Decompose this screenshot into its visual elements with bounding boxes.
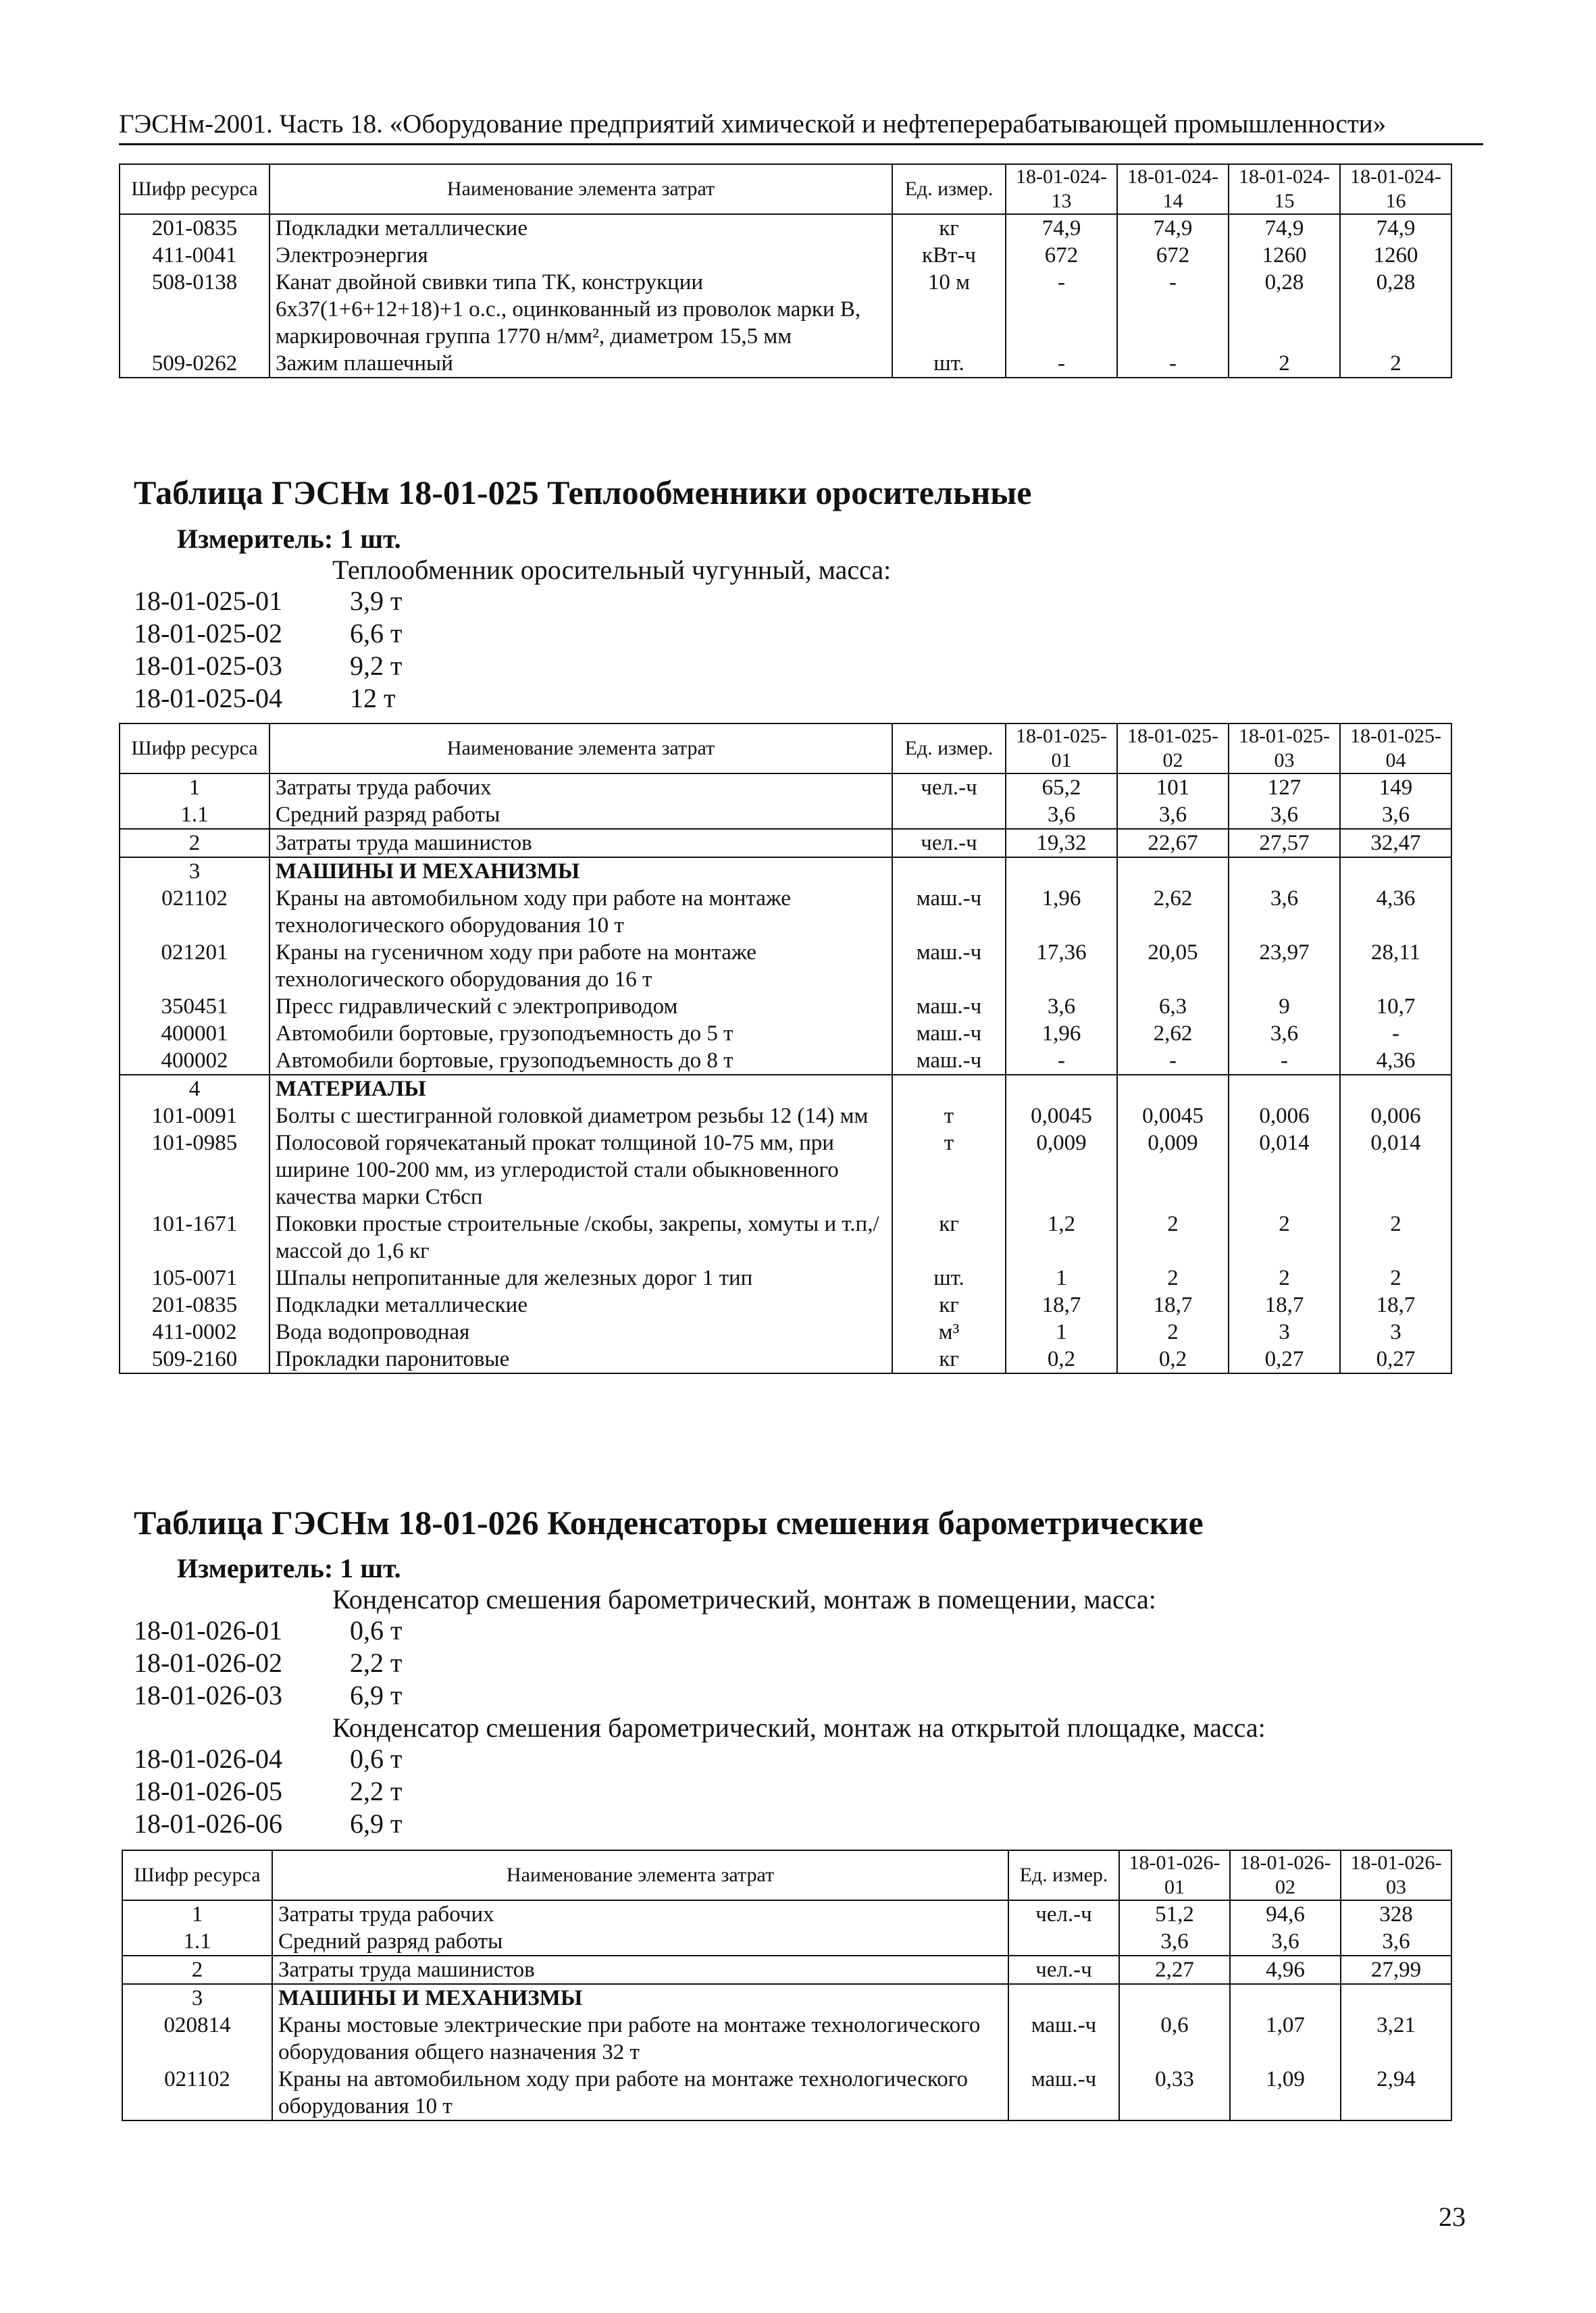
- norm-value: 3,6: [1229, 885, 1340, 939]
- unit: чел.-ч: [892, 829, 1006, 857]
- norm-value: 2,94: [1341, 2066, 1451, 2120]
- norm-value: 3,6: [1230, 1928, 1341, 1956]
- norm-value: 1: [1006, 1265, 1117, 1292]
- cost-element-name: Канат двойной свивки типа ТК, конструкции 6х37(1+6+12+18)+1 о.с., оцинкованный из проволок марки В, маркировочная группа 1770 н/мм², диаметром 15,5 мм: [269, 269, 892, 350]
- norm-value: 10,7: [1340, 993, 1451, 1020]
- norm-value: -: [1229, 1047, 1340, 1075]
- norm-value: 18,7: [1006, 1292, 1117, 1319]
- resource-code: 350451: [120, 993, 269, 1020]
- variant-code: 18-01-026-06: [134, 1808, 282, 1839]
- col-header-norm: 18-01-026-01: [1119, 1850, 1230, 1900]
- variant-line: [134, 1615, 607, 1647]
- norm-value: 0,006: [1229, 1102, 1340, 1129]
- col-header-norm: 18-01-025-03: [1229, 723, 1340, 773]
- norm-value: 1260: [1340, 242, 1451, 269]
- norm-value: 0,009: [1117, 1129, 1229, 1211]
- norm-value: [1006, 1075, 1117, 1102]
- norm-value: 20,05: [1117, 939, 1229, 993]
- resource-code: 021201: [120, 939, 269, 993]
- variant-line: [134, 585, 607, 617]
- description: Теплообменник оросительный чугунный, масса:: [332, 555, 892, 585]
- norm-value: 22,67: [1117, 829, 1229, 857]
- norm-value: 2: [1340, 1265, 1451, 1292]
- norm-value: 149: [1340, 773, 1451, 801]
- norm-value: 74,9: [1229, 214, 1340, 242]
- norm-value: 1,07: [1230, 2012, 1341, 2066]
- norm-value: 0,33: [1119, 2066, 1230, 2120]
- norm-value: -: [1117, 350, 1229, 378]
- unit: маш.-ч: [892, 1020, 1006, 1047]
- variant-code: 18-01-026-05: [134, 1776, 282, 1806]
- variant-list: [134, 585, 607, 715]
- norm-value: 2: [1340, 350, 1451, 378]
- norm-value: 0,27: [1340, 1346, 1451, 1373]
- cost-element-name: Полосовой горячекатаный прокат толщиной 10-75 мм, при ширине 100-200 мм, из углеродистой стали обыкновенного качества марки Ст6сп: [269, 1129, 892, 1211]
- norm-value: -: [1340, 1020, 1451, 1047]
- table-title: Таблица ГЭСНм 18-01-025 Теплообменники оросительные: [134, 474, 1032, 511]
- norm-value: 17,36: [1006, 939, 1117, 993]
- norm-value: 51,2: [1119, 1900, 1230, 1928]
- measure-label: Измеритель: 1 шт.: [177, 524, 401, 554]
- resource-code: 509-2160: [120, 1346, 269, 1373]
- variant-code: 18-01-025-02: [134, 618, 282, 649]
- table-row: [122, 2066, 1451, 2120]
- norm-value: 2: [1340, 1211, 1451, 1265]
- unit: маш.-ч: [892, 1047, 1006, 1075]
- cost-element-name: Краны на автомобильном ходу при работе на монтаже технологического оборудования 10 т: [272, 2066, 1008, 2120]
- resource-code: 2: [120, 829, 269, 857]
- cost-element-name: Электроэнергия: [269, 242, 892, 269]
- variant-mass: 6,9 т: [350, 1808, 403, 1839]
- norm-value: 1260: [1229, 242, 1340, 269]
- unit: маш.-ч: [892, 939, 1006, 993]
- cost-element-name: Затраты труда машинистов: [272, 1956, 1008, 1984]
- table-row: [120, 857, 1451, 885]
- norm-value: 3,6: [1119, 1928, 1230, 1956]
- table-row: [122, 1900, 1451, 1928]
- norm-value: 1,96: [1006, 885, 1117, 939]
- norm-value: 27,57: [1229, 829, 1340, 857]
- resource-code: 1.1: [120, 801, 269, 829]
- unit: чел.-ч: [1008, 1956, 1119, 1984]
- norm-value: 2: [1117, 1265, 1229, 1292]
- cost-element-name: Затраты труда рабочих: [272, 1900, 1008, 1928]
- col-header-norm: 18-01-025-04: [1340, 723, 1451, 773]
- variant-line: [134, 1775, 607, 1808]
- col-header-code: Шифр ресурса: [122, 1850, 272, 1900]
- norm-value: [1341, 1984, 1451, 2012]
- table-row: [120, 350, 1451, 378]
- variant-code: 18-01-026-02: [134, 1648, 282, 1678]
- resource-code: 101-1671: [120, 1211, 269, 1265]
- norm-value: 2,62: [1117, 885, 1229, 939]
- col-header-norm: 18-01-025-02: [1117, 723, 1229, 773]
- norm-value: [1119, 1984, 1230, 2012]
- norm-value: 3,6: [1341, 1928, 1451, 1956]
- table-18-01-025: [119, 723, 1452, 1374]
- unit: чел.-ч: [892, 773, 1006, 801]
- table-row: [120, 1020, 1451, 1047]
- norm-value: 4,96: [1230, 1956, 1341, 1984]
- table-row: [120, 773, 1451, 801]
- resource-code: 1: [122, 1900, 272, 1928]
- resource-code: 400001: [120, 1020, 269, 1047]
- table-row: [120, 829, 1451, 857]
- norm-value: 2: [1229, 1265, 1340, 1292]
- col-header-norm: 18-01-024-16: [1340, 164, 1451, 214]
- resource-code: 201-0835: [120, 214, 269, 242]
- norm-value: 0,014: [1340, 1129, 1451, 1211]
- page-number: 23: [1439, 2202, 1466, 2232]
- table-row: [120, 1346, 1451, 1373]
- variant-mass: 6,9 т: [350, 1680, 403, 1710]
- cost-element-name: Шпалы непропитанные для железных дорог 1 тип: [269, 1265, 892, 1292]
- table-row: [120, 801, 1451, 829]
- resource-code: 411-0002: [120, 1319, 269, 1346]
- norm-value: -: [1117, 1047, 1229, 1075]
- col-header-name: Наименование элемента затрат: [269, 723, 892, 773]
- norm-value: [1340, 1075, 1451, 1102]
- unit: кВт-ч: [892, 242, 1006, 269]
- resource-code: 3: [120, 857, 269, 885]
- norm-value: 3,6: [1006, 993, 1117, 1020]
- norm-value: 94,6: [1230, 1900, 1341, 1928]
- cost-element-name: Прокладки паронитовые: [269, 1346, 892, 1373]
- variant-list: [134, 1743, 607, 1840]
- cost-element-name: Зажим плашечный: [269, 350, 892, 378]
- table-body: [120, 214, 1451, 378]
- cost-element-name: Краны на гусеничном ходу при работе на монтаже технологического оборудования до 16 т: [269, 939, 892, 993]
- norm-value: 0,28: [1340, 269, 1451, 350]
- variant-code: 18-01-025-01: [134, 586, 282, 616]
- resource-code: 021102: [122, 2066, 272, 2120]
- cost-element-name: Средний разряд работы: [272, 1928, 1008, 1956]
- cost-element-name: Затраты труда машинистов: [269, 829, 892, 857]
- unit: кг: [892, 1346, 1006, 1373]
- measure-label: Измеритель: 1 шт.: [177, 1553, 401, 1583]
- norm-value: 3,6: [1229, 801, 1340, 829]
- norm-value: [1340, 857, 1451, 885]
- table-row: [120, 1319, 1451, 1346]
- table-18-01-024: [119, 163, 1452, 378]
- resource-code: 021102: [120, 885, 269, 939]
- norm-value: 3,6: [1006, 801, 1117, 829]
- norm-value: 9: [1229, 993, 1340, 1020]
- variant-list: [134, 1615, 607, 1712]
- table-row: [120, 269, 1451, 350]
- norm-value: 672: [1006, 242, 1117, 269]
- resource-code: 1.1: [122, 1928, 272, 1956]
- table-row: [120, 1292, 1451, 1319]
- variant-mass: 12 т: [350, 683, 396, 713]
- table-row: [122, 1984, 1451, 2012]
- cost-element-name: МАШИНЫ И МЕХАНИЗМЫ: [272, 1984, 1008, 2012]
- resource-code: 411-0041: [120, 242, 269, 269]
- cost-element-name: МАТЕРИАЛЫ: [269, 1075, 892, 1102]
- table-row: [120, 993, 1451, 1020]
- norm-value: 0,27: [1229, 1346, 1340, 1373]
- resource-code: 508-0138: [120, 269, 269, 350]
- cost-element-name: Болты с шестигранной головкой диаметром резьбы 12 (14) мм: [269, 1102, 892, 1129]
- variant-line: [134, 1679, 607, 1712]
- norm-value: 0,0045: [1006, 1102, 1117, 1129]
- norm-value: 1,2: [1006, 1211, 1117, 1265]
- variant-mass: 0,6 т: [350, 1615, 403, 1646]
- variant-line: [134, 1808, 607, 1840]
- norm-value: 28,11: [1340, 939, 1451, 993]
- col-header-norm: 18-01-026-03: [1341, 1850, 1451, 1900]
- norm-value: 3: [1340, 1319, 1451, 1346]
- table-row: [120, 885, 1451, 939]
- cost-element-name: Автомобили бортовые, грузоподъемность до 8 т: [269, 1047, 892, 1075]
- variant-mass: 2,2 т: [350, 1776, 403, 1806]
- norm-value: 0,28: [1229, 269, 1340, 350]
- norm-value: 18,7: [1340, 1292, 1451, 1319]
- variant-mass: 3,9 т: [350, 586, 403, 616]
- unit: [1008, 1928, 1119, 1956]
- col-header-name: Наименование элемента затрат: [272, 1850, 1008, 1900]
- norm-value: 1,96: [1006, 1020, 1117, 1047]
- table-body: [122, 1900, 1451, 2120]
- table-row: [120, 939, 1451, 993]
- col-header-norm: 18-01-024-13: [1006, 164, 1117, 214]
- resource-code: 201-0835: [120, 1292, 269, 1319]
- col-header-name: Наименование элемента затрат: [269, 164, 892, 214]
- table-18-01-026: [122, 1850, 1452, 2121]
- norm-value: 74,9: [1340, 214, 1451, 242]
- cost-element-name: Средний разряд работы: [269, 801, 892, 829]
- norm-value: 3,6: [1229, 1020, 1340, 1047]
- table-header-row: [122, 1850, 1451, 1900]
- norm-value: 101: [1117, 773, 1229, 801]
- norm-value: 74,9: [1006, 214, 1117, 242]
- unit: чел.-ч: [1008, 1900, 1119, 1928]
- resource-code: 400002: [120, 1047, 269, 1075]
- norm-value: -: [1117, 269, 1229, 350]
- norm-value: [1229, 1075, 1340, 1102]
- norm-value: 1,09: [1230, 2066, 1341, 2120]
- unit: шт.: [892, 1265, 1006, 1292]
- table-row: [122, 1956, 1451, 1984]
- norm-value: 1: [1006, 1319, 1117, 1346]
- cost-element-name: Пресс гидравлический с электроприводом: [269, 993, 892, 1020]
- norm-value: 0,2: [1006, 1346, 1117, 1373]
- variant-line: [134, 682, 607, 715]
- col-header-norm: 18-01-024-15: [1229, 164, 1340, 214]
- table-row: [120, 1102, 1451, 1129]
- resource-code: 2: [122, 1956, 272, 1984]
- variant-line: [134, 617, 607, 650]
- norm-value: 0,0045: [1117, 1102, 1229, 1129]
- table-header-row: [120, 164, 1451, 214]
- norm-value: 27,99: [1341, 1956, 1451, 1984]
- table-header-row: [120, 723, 1451, 773]
- col-header-unit: Ед. измер.: [892, 723, 1006, 773]
- variant-mass: 2,2 т: [350, 1648, 403, 1678]
- variant-mass: 0,6 т: [350, 1744, 403, 1774]
- norm-value: -: [1006, 269, 1117, 350]
- resource-code: 509-0262: [120, 350, 269, 378]
- col-header-code: Шифр ресурса: [120, 723, 269, 773]
- table-row: [120, 242, 1451, 269]
- unit: т: [892, 1129, 1006, 1211]
- cost-element-name: Краны мостовые электрические при работе на монтаже технологического оборудования общего назначения 32 т: [272, 2012, 1008, 2066]
- variant-code: 18-01-026-01: [134, 1615, 282, 1646]
- col-header-unit: Ед. измер.: [1008, 1850, 1119, 1900]
- table-row: [120, 1075, 1451, 1102]
- norm-value: 4,36: [1340, 1047, 1451, 1075]
- unit: 10 м: [892, 269, 1006, 350]
- norm-value: [1006, 857, 1117, 885]
- unit: маш.-ч: [892, 993, 1006, 1020]
- resource-code: 101-0091: [120, 1102, 269, 1129]
- norm-value: [1117, 857, 1229, 885]
- norm-value: 19,32: [1006, 829, 1117, 857]
- col-header-unit: Ед. измер.: [892, 164, 1006, 214]
- description: Конденсатор смешения барометрический, монтаж на открытой площадке, масса:: [332, 1712, 1266, 1743]
- unit: кг: [892, 1211, 1006, 1265]
- table-row: [120, 214, 1451, 242]
- resource-code: 101-0985: [120, 1129, 269, 1211]
- unit: [892, 801, 1006, 829]
- norm-value: [1229, 857, 1340, 885]
- table-row: [120, 1211, 1451, 1265]
- table-body: [120, 773, 1451, 1373]
- unit: маш.-ч: [892, 885, 1006, 939]
- variant-code: 18-01-026-03: [134, 1680, 282, 1710]
- table-row: [122, 1928, 1451, 1956]
- table-title: Таблица ГЭСНм 18-01-026 Конденсаторы смешения барометрические: [134, 1504, 1204, 1542]
- resource-code: 105-0071: [120, 1265, 269, 1292]
- norm-value: 74,9: [1117, 214, 1229, 242]
- resource-code: 4: [120, 1075, 269, 1102]
- cost-element-name: Краны на автомобильном ходу при работе на монтаже технологического оборудования 10 т: [269, 885, 892, 939]
- norm-value: 6,3: [1117, 993, 1229, 1020]
- norm-value: 672: [1117, 242, 1229, 269]
- unit: кг: [892, 214, 1006, 242]
- norm-value: 65,2: [1006, 773, 1117, 801]
- norm-value: 2: [1229, 1211, 1340, 1265]
- variant-code: 18-01-026-04: [134, 1744, 282, 1774]
- resource-code: 1: [120, 773, 269, 801]
- resource-code: 3: [122, 1984, 272, 2012]
- norm-value: 0,014: [1229, 1129, 1340, 1211]
- variant-mass: 6,6 т: [350, 618, 403, 649]
- norm-value: -: [1006, 1047, 1117, 1075]
- norm-value: 2: [1229, 350, 1340, 378]
- col-header-norm: 18-01-025-01: [1006, 723, 1117, 773]
- norm-value: 2: [1117, 1319, 1229, 1346]
- unit: [892, 1075, 1006, 1102]
- unit: м³: [892, 1319, 1006, 1346]
- norm-value: 2,27: [1119, 1956, 1230, 1984]
- norm-value: [1230, 1984, 1341, 2012]
- variant-code: 18-01-025-03: [134, 651, 282, 681]
- variant-line: [134, 650, 607, 682]
- col-header-norm: 18-01-024-14: [1117, 164, 1229, 214]
- norm-value: 0,006: [1340, 1102, 1451, 1129]
- unit: маш.-ч: [1008, 2066, 1119, 2120]
- table-row: [120, 1129, 1451, 1211]
- resource-code: 020814: [122, 2012, 272, 2066]
- norm-value: 32,47: [1340, 829, 1451, 857]
- running-header: ГЭСНм-2001. Часть 18. «Оборудование предприятий химической и нефтеперерабатывающей промышленности»: [119, 108, 1483, 145]
- norm-value: 0,2: [1117, 1346, 1229, 1373]
- norm-value: 4,36: [1340, 885, 1451, 939]
- norm-value: 2: [1117, 1211, 1229, 1265]
- cost-element-name: Поковки простые строительные /скобы, закрепы, хомуты и т.п,/ массой до 1,6 кг: [269, 1211, 892, 1265]
- norm-value: 328: [1341, 1900, 1451, 1928]
- norm-value: 3,6: [1340, 801, 1451, 829]
- cost-element-name: Подкладки металлические: [269, 214, 892, 242]
- variant-mass: 9,2 т: [350, 651, 403, 681]
- norm-value: 23,97: [1229, 939, 1340, 993]
- norm-value: 2,62: [1117, 1020, 1229, 1047]
- table-row: [120, 1047, 1451, 1075]
- col-header-code: Шифр ресурса: [120, 164, 269, 214]
- variant-line: [134, 1743, 607, 1775]
- table-row: [122, 2012, 1451, 2066]
- unit: кг: [892, 1292, 1006, 1319]
- unit: т: [892, 1102, 1006, 1129]
- norm-value: 18,7: [1117, 1292, 1229, 1319]
- norm-value: 0,009: [1006, 1129, 1117, 1211]
- table-row: [120, 1265, 1451, 1292]
- norm-value: -: [1006, 350, 1117, 378]
- variant-line: [134, 1647, 607, 1679]
- norm-value: [1117, 1075, 1229, 1102]
- norm-value: 127: [1229, 773, 1340, 801]
- unit: шт.: [892, 350, 1006, 378]
- cost-element-name: Затраты труда рабочих: [269, 773, 892, 801]
- norm-value: 0,6: [1119, 2012, 1230, 2066]
- cost-element-name: Подкладки металлические: [269, 1292, 892, 1319]
- col-header-norm: 18-01-026-02: [1230, 1850, 1341, 1900]
- norm-value: 3: [1229, 1319, 1340, 1346]
- description: Конденсатор смешения барометрический, монтаж в помещении, масса:: [332, 1584, 1156, 1615]
- unit: [892, 857, 1006, 885]
- norm-value: 18,7: [1229, 1292, 1340, 1319]
- unit: [1008, 1984, 1119, 2012]
- norm-value: 3,6: [1117, 801, 1229, 829]
- unit: маш.-ч: [1008, 2012, 1119, 2066]
- variant-code: 18-01-025-04: [134, 683, 282, 713]
- cost-element-name: Автомобили бортовые, грузоподъемность до 5 т: [269, 1020, 892, 1047]
- cost-element-name: МАШИНЫ И МЕХАНИЗМЫ: [269, 857, 892, 885]
- norm-value: 3,21: [1341, 2012, 1451, 2066]
- cost-element-name: Вода водопроводная: [269, 1319, 892, 1346]
